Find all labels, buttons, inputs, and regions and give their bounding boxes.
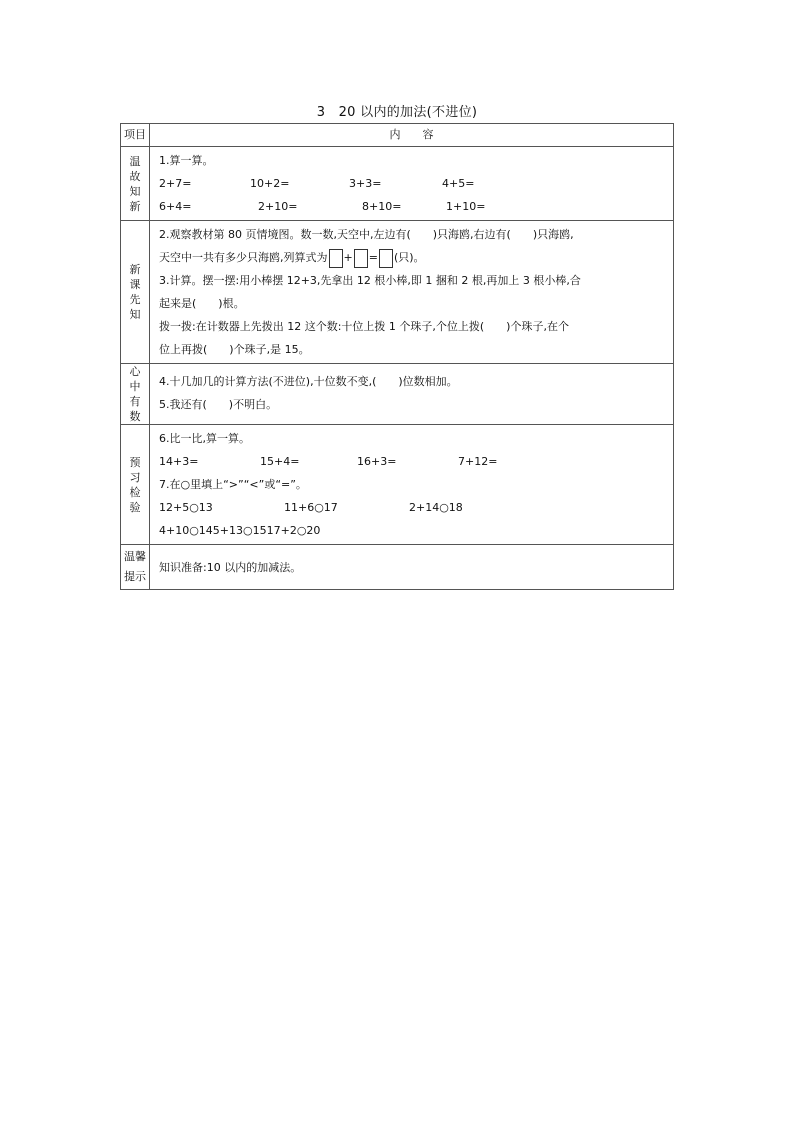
section-label-mind: 心 中 有 数 [121, 364, 150, 425]
exercise-row-3 [159, 450, 667, 473]
section-label-tip: 温馨 提示 [121, 545, 150, 590]
exercise-item: 2+10= [258, 200, 298, 213]
section-review [121, 147, 674, 221]
compare-row-1 [159, 496, 667, 519]
compare-item: 11+6○17 [284, 501, 338, 514]
exercise-item: 7+12= [458, 455, 498, 468]
page-title: 3 20 以内的加法(不进位) [316, 105, 478, 120]
table-header-row [121, 124, 674, 147]
question-5: 5.我还有( )不明白。 [159, 398, 278, 411]
question-2-line-2: 天空中一共有多少只海鸥,列算式为 + = (只)。 [159, 246, 667, 269]
exercise-item: 3+3= [349, 177, 382, 190]
exercise-item: 15+4= [260, 455, 300, 468]
question-3-line-3: 拨一拨:在计数器上先拨出 12 这个数:十位上拨 1 个珠子,个位上拨( )个珠子,在个 [159, 320, 569, 333]
answer-box[interactable] [379, 249, 393, 268]
exercise-row-2 [159, 195, 667, 218]
exercise-item: 10+2= [250, 177, 290, 190]
question-3-line-4: 位上再拨( )个珠子,是 15。 [159, 343, 310, 356]
exercise-item: 4+5= [442, 177, 475, 190]
question-3-line-1: 3.计算。摆一摆:用小棒摆 12+3,先拿出 12 根小棒,即 1 捆和 2 根,再加上 3 根小棒,合 [159, 274, 581, 287]
section-label-review: 温 故 知 新 [121, 147, 150, 221]
section-check [121, 425, 674, 545]
question-6: 6.比一比,算一算。 [159, 432, 250, 445]
section-label-check: 预 习 检 验 [121, 425, 150, 545]
compare-row-2: 4+10○145+13○1517+2○20 [159, 524, 321, 537]
exercise-item: 14+3= [159, 455, 199, 468]
tip-text: 知识准备:10 以内的加减法。 [159, 560, 302, 574]
section-content-check [150, 425, 674, 545]
section-mind [121, 364, 674, 425]
worksheet-table [120, 123, 674, 590]
question-7: 7.在○里填上“>”“<”或“=”。 [159, 478, 307, 491]
section-content-tip [150, 545, 674, 590]
section-tip [121, 545, 674, 590]
question-4: 4.十几加几的计算方法(不进位),十位数不变,( )位数相加。 [159, 375, 458, 388]
answer-box[interactable] [329, 249, 343, 268]
compare-item: 2+14○18 [409, 501, 463, 514]
header-project: 项目 [121, 124, 150, 147]
question-2-line-1: 2.观察教材第 80 页情境图。数一数,天空中,左边有( )只海鸥,右边有( )只海鸥, [159, 228, 574, 241]
exercise-item: 6+4= [159, 200, 192, 213]
answer-box[interactable] [354, 249, 368, 268]
question-1: 1.算一算。 [159, 154, 214, 167]
section-content-review [150, 147, 674, 221]
exercise-item: 1+10= [446, 200, 486, 213]
section-content-new [150, 221, 674, 364]
exercise-item: 2+7= [159, 177, 192, 190]
exercise-row-1 [159, 172, 667, 195]
section-content-mind [150, 364, 674, 425]
section-new [121, 221, 674, 364]
exercise-item: 8+10= [362, 200, 402, 213]
header-content: 内 容 [150, 124, 674, 147]
compare-item: 12+5○13 [159, 501, 213, 514]
question-3-line-2: 起来是( )根。 [159, 297, 245, 310]
exercise-item: 16+3= [357, 455, 397, 468]
section-label-new: 新 课 先 知 [121, 221, 150, 364]
